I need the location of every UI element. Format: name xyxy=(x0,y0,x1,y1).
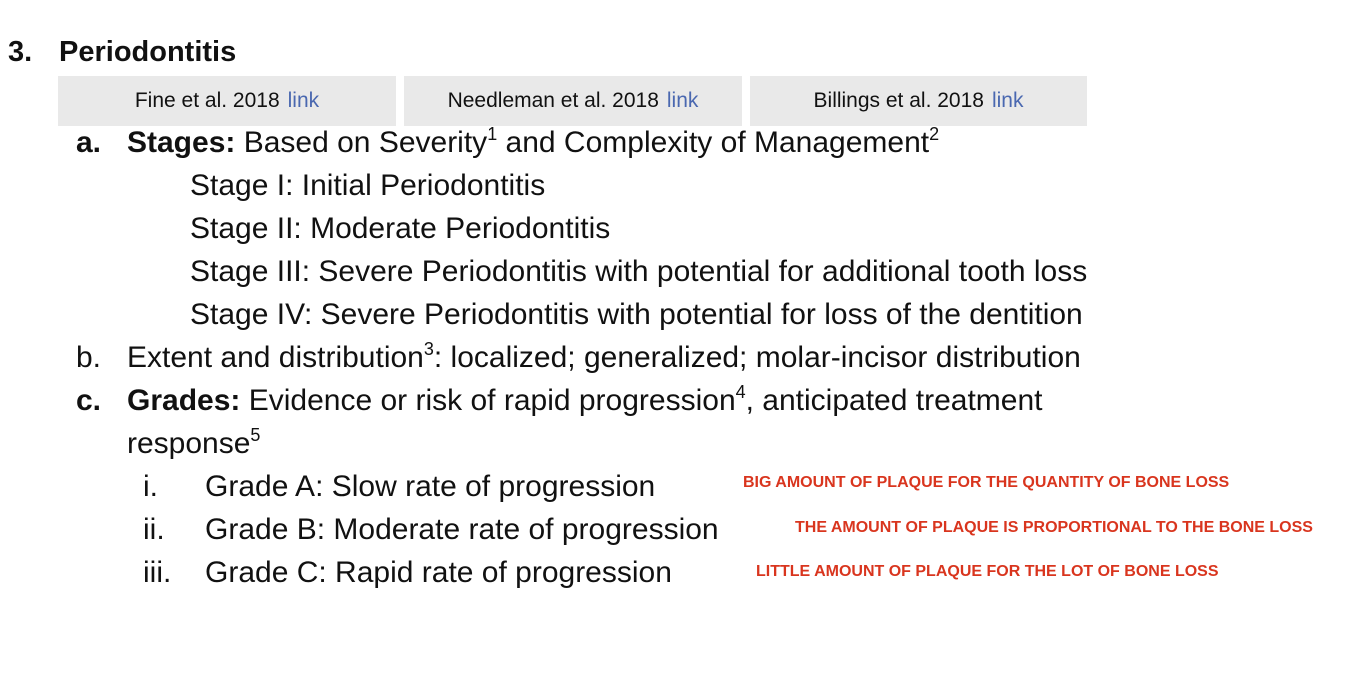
stage-item: Stage III: Severe Periodontitis with potential for additional tooth loss xyxy=(190,255,1088,288)
extent-text: Extent and distribution xyxy=(127,341,424,374)
list-marker: b. xyxy=(76,341,102,374)
list-marker: iii. xyxy=(143,556,172,589)
footnote-ref: 4 xyxy=(735,382,746,402)
extent-text-2: : localized; generalized; molar-incisor distribution xyxy=(433,341,1081,374)
grades-line-2 xyxy=(127,424,260,464)
reference-label: Fine et al. 2018 xyxy=(134,89,280,112)
stage-item: Stage I: Initial Periodontitis xyxy=(190,169,546,202)
annotation-grade-a: BIG AMOUNT OF PLAQUE FOR THE QUANTITY OF BONE LOSS xyxy=(743,474,1230,491)
grade-item xyxy=(143,510,719,550)
grades-line xyxy=(76,381,1042,421)
stages-text: Based on Severity xyxy=(235,126,488,159)
stage-item: Stage IV: Severe Periodontitis with potential for loss of the dentition xyxy=(190,298,1083,331)
grades-label: Grades: xyxy=(127,384,241,417)
stages-label: Stages: xyxy=(127,126,236,159)
footnote-ref: 2 xyxy=(929,124,940,144)
section-number: 3. xyxy=(8,36,33,68)
grade-text: Grade C: Rapid rate of progression xyxy=(205,556,672,589)
footnote-ref: 1 xyxy=(487,124,498,144)
extent-line xyxy=(76,338,1081,378)
reference-link[interactable]: link xyxy=(287,89,320,112)
reference-needleman xyxy=(404,76,742,126)
grade-item xyxy=(143,467,655,507)
stages-text-2: and Complexity of Management xyxy=(497,126,930,159)
grade-text: Grade A: Slow rate of progression xyxy=(205,470,656,503)
reference-billings xyxy=(750,76,1087,126)
grades-text-3: response xyxy=(127,427,251,460)
section-title: Periodontitis xyxy=(59,36,237,68)
reference-label: Needleman et al. 2018 xyxy=(447,89,659,112)
stages-line xyxy=(76,123,939,163)
grades-text: Evidence or risk of rapid progression xyxy=(240,384,736,417)
list-marker: i. xyxy=(143,470,158,503)
list-marker: c. xyxy=(76,384,102,417)
stage-item: Stage II: Moderate Periodontitis xyxy=(190,212,611,245)
reference-label: Billings et al. 2018 xyxy=(813,89,984,112)
list-marker: a. xyxy=(76,126,102,159)
section-heading xyxy=(8,36,236,69)
list-marker: ii. xyxy=(143,513,165,546)
reference-link[interactable]: link xyxy=(991,89,1024,112)
grade-text: Grade B: Moderate rate of progression xyxy=(205,513,719,546)
annotation-grade-c: LITTLE AMOUNT OF PLAQUE FOR THE LOT OF BONE LOSS xyxy=(756,563,1219,580)
annotation-grade-b: THE AMOUNT OF PLAQUE IS PROPORTIONAL TO THE BONE LOSS xyxy=(795,519,1313,536)
grades-text-2: , anticipated treatment xyxy=(745,384,1043,417)
footnote-ref: 3 xyxy=(423,339,434,359)
footnote-ref: 5 xyxy=(250,425,261,445)
reference-link[interactable]: link xyxy=(666,89,699,112)
reference-fine xyxy=(58,76,396,126)
grade-item xyxy=(143,553,672,593)
